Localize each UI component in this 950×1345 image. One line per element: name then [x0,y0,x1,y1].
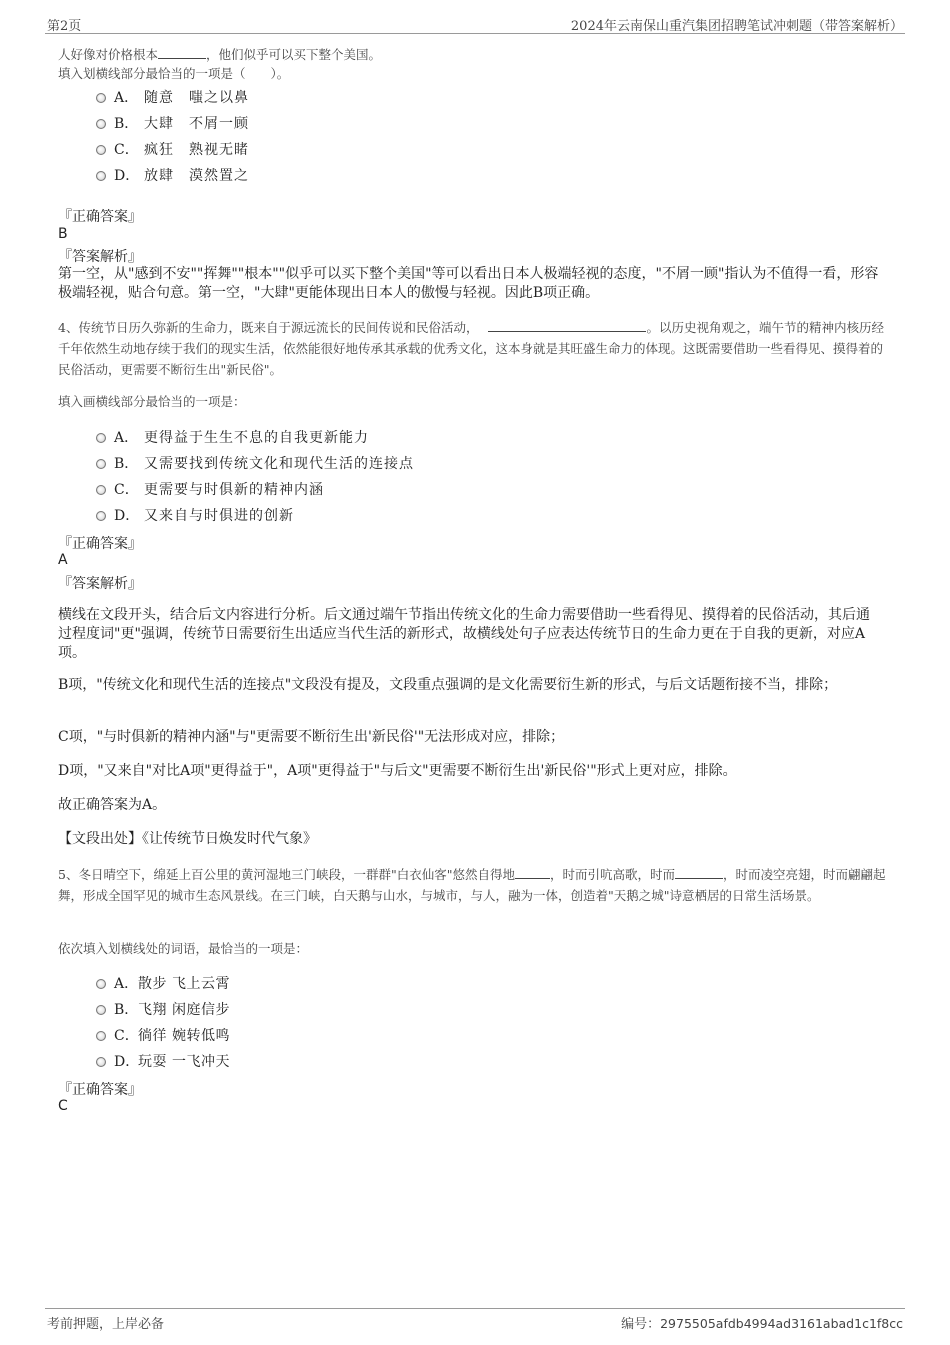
footer-slogan: 考前押题，上岸必备 [47,1317,165,1332]
option-letter: B． [114,456,139,472]
radio-icon[interactable] [96,119,106,129]
option-text: 放肆 漠然置之 [144,168,249,184]
code-label: 编号： [621,1317,661,1332]
q5-stem-part-3: ，时而凌空亮翅，时而翩翩起舞，形成全国罕见的城市生态风景线。在三门峡，白天鹅与山水，与城市，与人，融为一体，创造着"天鹅之城"诗意栖居的日常生活场景。 [58,867,886,903]
q5-blank-2 [675,865,723,879]
q4-stem [58,317,894,380]
q3-prompt: 填入划横线部分最恰当的一项是（ ）。 [58,66,290,81]
option-text: 飞翔 闲庭信步 [138,1002,230,1018]
option-letter: B． [114,1002,139,1018]
q4-stem-after: 。以历史视角观之，端午节的精神内核历经千年依然生动地存续于我们的现实生活，依然能很好地传承其承载的优秀文化，这本身就是其旺盛生命力的体现。这既需要借助一些看得见、摸得着的民俗活动，更需要不断衍生出"新民俗"。 [58,320,884,377]
q4-analysis-paragraph-1: 横线在文段开头，结合后文内容进行分析。后文通过端午节指出传统文化的生命力需要借助一些看得见、摸得着的民俗活动，其后通过程度词"更"强调，传统节日需要衍生出适应当代生活的新形式，故横线处句子应表达传统节日的生命力更在于自我的更新，对应A项。 [58,607,870,661]
option-letter: A． [114,430,139,446]
q4-analysis-paragraph-4: D项，"又来自"对比A项"更得益于"，A项"更得益于"与后文"更需要不断衍生出'新民俗'"形式上更对应，排除。 [58,763,737,779]
q4-answer: A [58,552,68,568]
option-text: 更需要与时俱新的精神内涵 [144,482,324,498]
radio-icon[interactable] [96,1031,106,1041]
option-text: 疯狂 熟视无睹 [144,142,249,158]
radio-icon[interactable] [96,485,106,495]
radio-icon[interactable] [96,1005,106,1015]
q4-analysis-paragraph-5: 故正确答案为A。 [58,797,167,813]
document-title: 2024年云南保山重汽集团招聘笔试冲刺题（带答案解析） [570,19,903,34]
q3-blank [158,45,206,59]
option-letter: D． [114,168,140,184]
option-letter: A． [114,976,139,992]
radio-icon[interactable] [96,433,106,443]
q4-analysis-paragraph-2: B项，"传统文化和现代生活的连接点"文段没有提及，文段重点强调的是文化需要衍生新的形式，与后文话题衔接不当，排除； [58,677,838,693]
q3-answer-label: 『正确答案』 [58,209,142,225]
q4-source: 【文段出处】《让传统节日焕发时代气象》 [58,831,317,847]
radio-icon[interactable] [96,1057,106,1067]
q5-blank-1 [515,865,550,879]
q3-stem-after: ，他们似乎可以买下整个美国。 [206,47,382,62]
option-text: 又来自与时俱进的创新 [144,508,294,524]
page-number: 第2页 [47,19,82,34]
option-letter: C． [114,142,139,158]
q4-analysis-paragraph-3: C项，"与时俱新的精神内涵"与"更需要不断衍生出'新民俗'"无法形成对应，排除； [58,729,565,745]
option-letter: C． [114,482,139,498]
q4-answer-label: 『正确答案』 [58,536,142,552]
option-text: 徜徉 婉转低鸣 [138,1028,230,1044]
q4-analysis-label: 『答案解析』 [58,576,142,592]
option-text: 又需要找到传统文化和现代生活的连接点 [144,456,414,472]
radio-icon[interactable] [96,459,106,469]
footer-divider [45,1308,905,1309]
header-divider [45,33,905,34]
q3-answer: B [58,226,68,242]
q4-prompt: 填入画横线部分最恰当的一项是： [58,394,246,409]
option-letter: A． [114,90,139,106]
option-text: 玩耍 一飞冲天 [138,1054,230,1070]
q5-stem-part-1: 5、冬日晴空下，绵延上百公里的黄河湿地三门峡段，一群群"白衣仙客"悠然自得地 [58,867,515,882]
q5-stem [58,864,894,906]
q3-stem-before: 人好像对价格根本 [58,47,159,62]
option-text: 更得益于生生不息的自我更新能力 [144,430,369,446]
q5-stem-part-2: ，时而引吭高歌，时而 [549,867,675,882]
q3-analysis-label: 『答案解析』 [58,249,142,265]
q3-analysis: 第一空，从"感到不安""挥舞""根本""似乎可以买下整个美国"等可以看出日本人极端轻视的态度，"不屑一顾"指认为不值得一看，形容极端轻视，贴合句意。第一空，"大肆"更能体现出日本人的傲慢与轻视。因此B项正确。 [58,266,879,301]
option-letter: B． [114,116,139,132]
radio-icon[interactable] [96,145,106,155]
option-text: 大肆 不屑一顾 [144,116,249,132]
radio-icon[interactable] [96,511,106,521]
radio-icon[interactable] [96,979,106,989]
option-letter: C． [114,1028,139,1044]
radio-icon[interactable] [96,93,106,103]
q5-answer: C [58,1098,68,1114]
q3-stem [58,44,894,65]
q4-blank [488,318,646,332]
code-value: 2975505afdb4994ad3161abad1c1f8cc [660,1316,903,1331]
option-text: 散步 飞上云霄 [138,976,230,992]
option-letter: D． [114,1054,140,1070]
radio-icon[interactable] [96,171,106,181]
option-letter: D． [114,508,140,524]
q5-prompt: 依次填入划横线处的词语，最恰当的一项是： [58,941,309,956]
q5-answer-label: 『正确答案』 [58,1082,142,1098]
document-code [621,1313,903,1332]
option-text: 随意 嗤之以鼻 [144,90,249,106]
q4-stem-before: 4、传统节日历久弥新的生命力，既来自于源远流长的民间传说和民俗活动， [58,320,479,335]
